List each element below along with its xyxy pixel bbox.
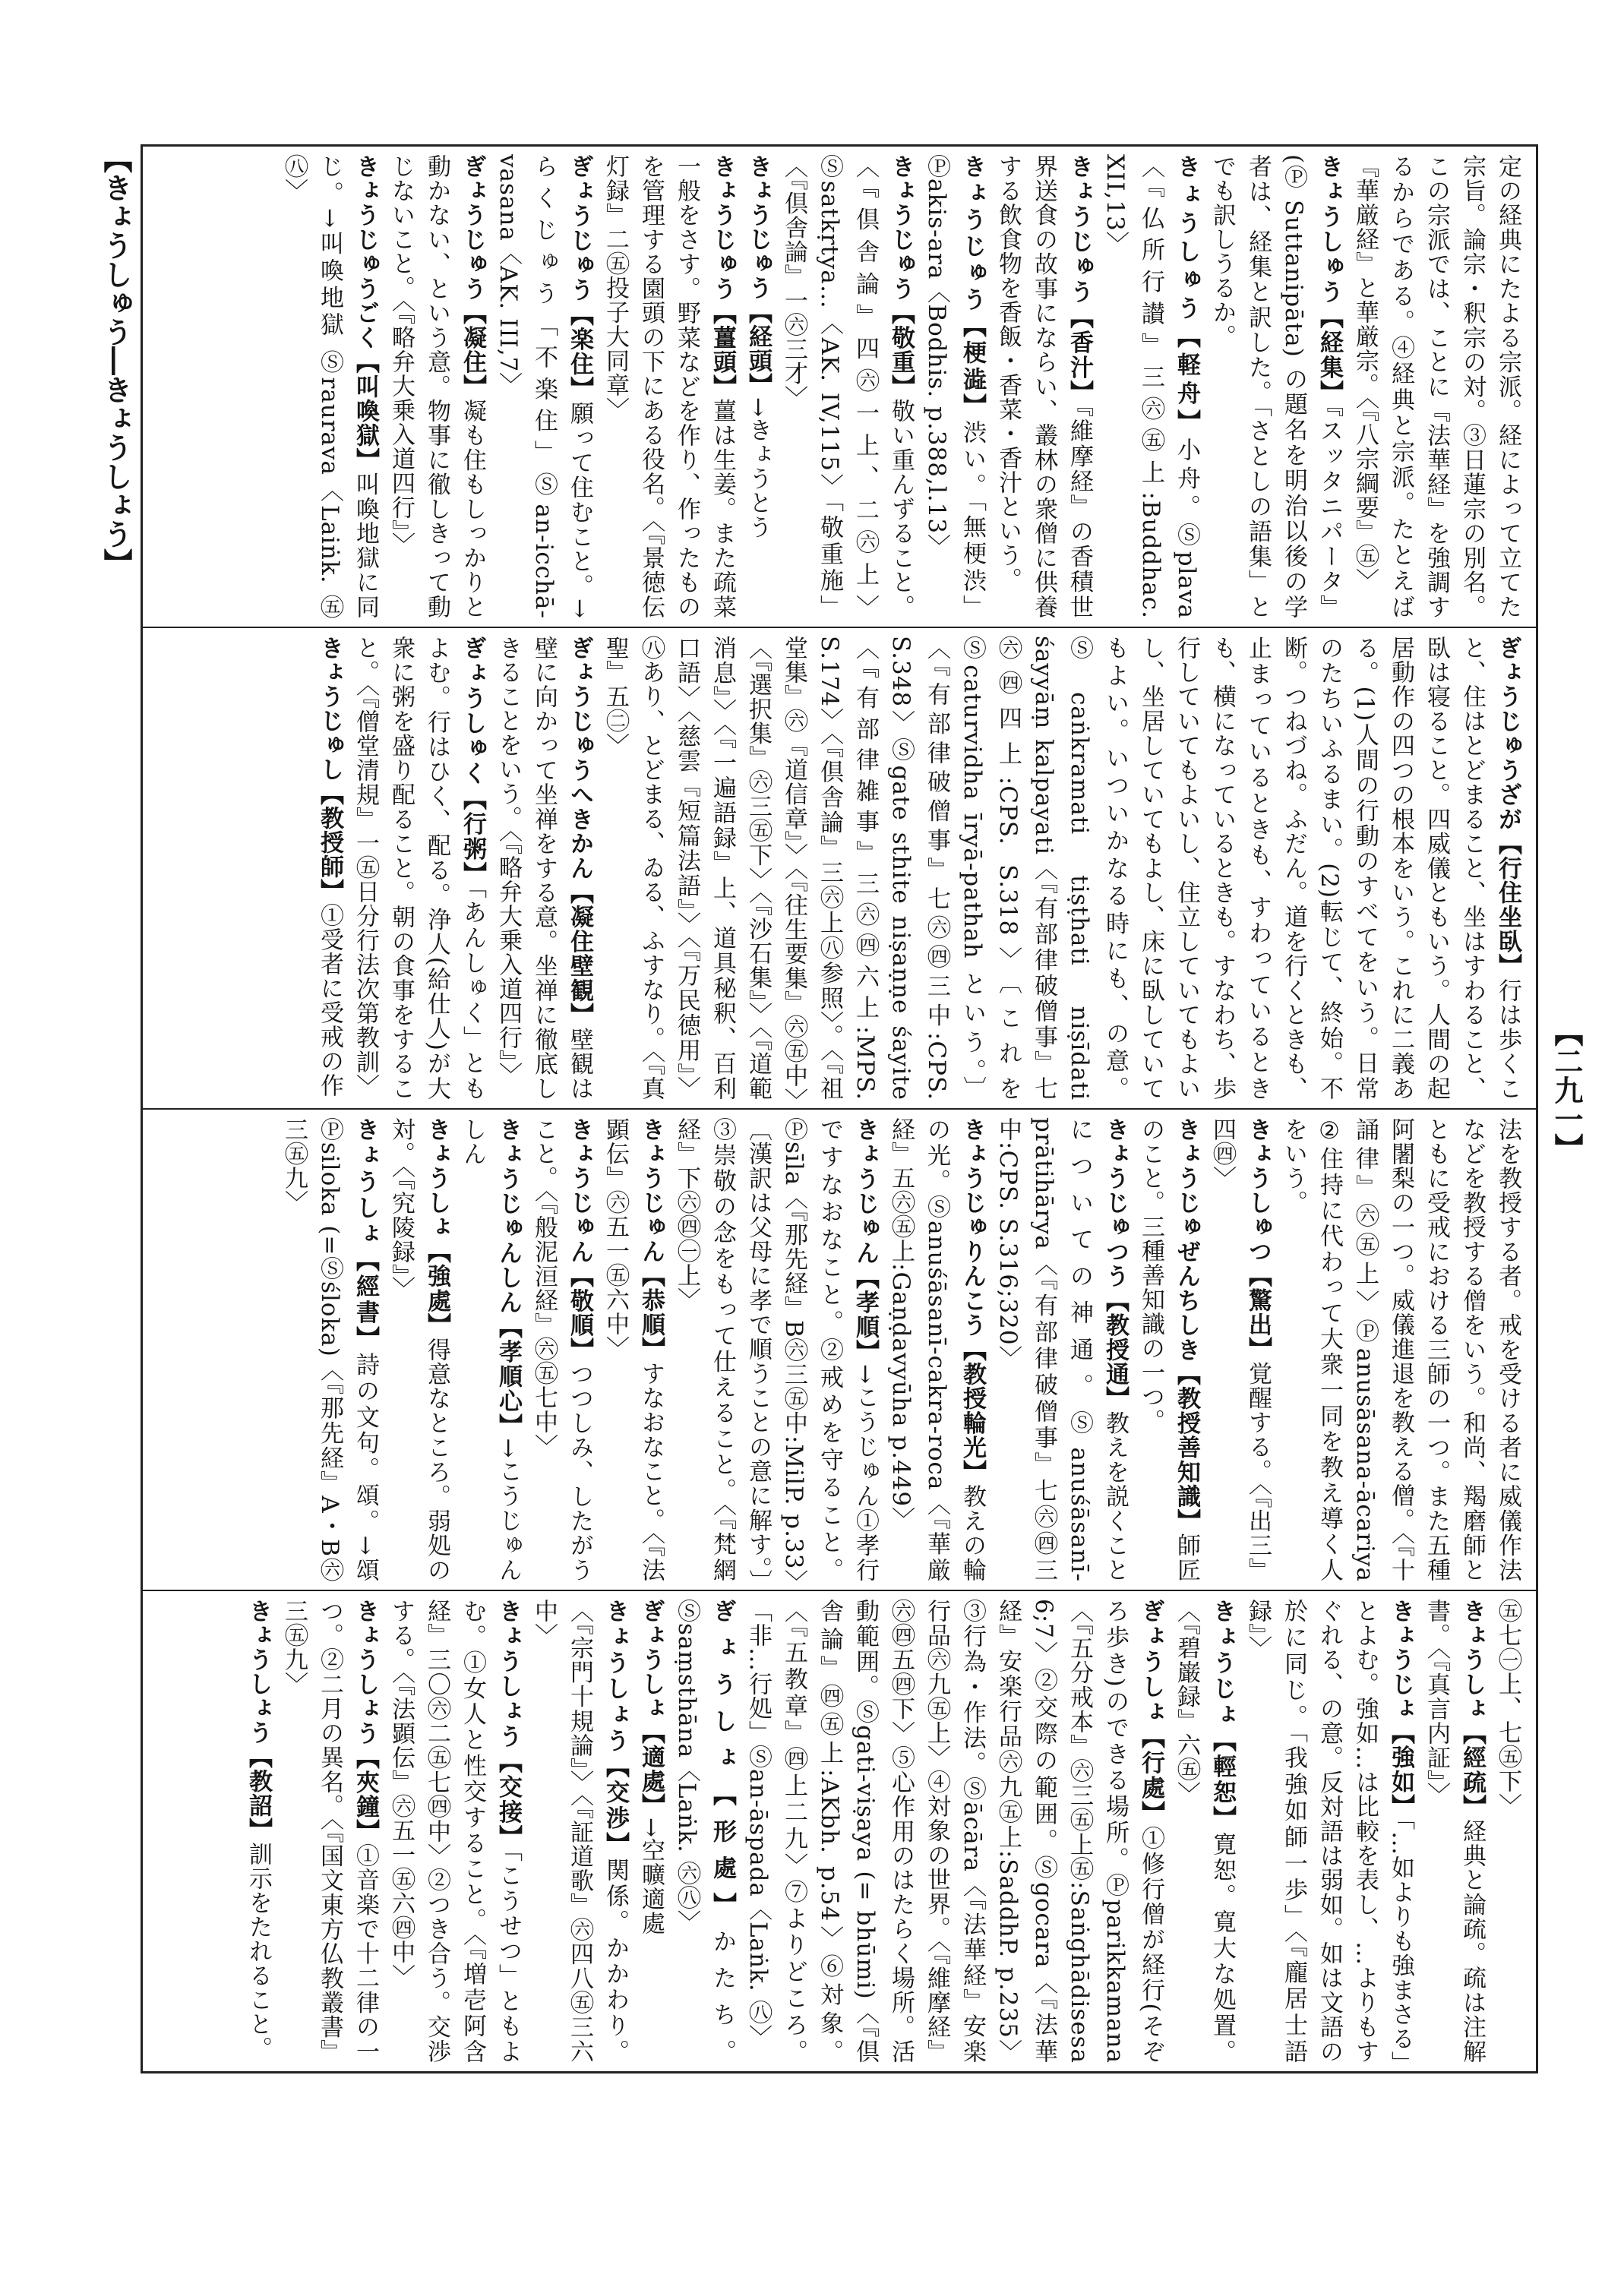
tier-3-text — [153, 1117, 1525, 1582]
dictionary-entry — [240, 1599, 276, 2064]
definition: すなおなこと。〈『法顕伝』㊅五一㊄六中〉 — [602, 1117, 665, 1583]
definition: 得意なところ。弱処の対。〈『究陵録』〉 — [387, 1117, 450, 1583]
definition: ①受者に受戒の作 — [316, 903, 343, 1098]
headword: きょうしょう【教詔】 — [245, 1599, 272, 1842]
headword: きょうじゅう【梗澁】 — [959, 154, 986, 421]
headword: きょうじゅんしん【孝順心】 — [494, 1117, 522, 1439]
dictionary-entry — [597, 154, 740, 619]
dictionary-entry — [1097, 154, 1204, 619]
dictionary-entry — [883, 1117, 990, 1582]
headword: ぎょうしょ【適處】 — [637, 1599, 665, 1818]
definition: 敬い重んずること。〈『倶舎論』四㊅一上、二㊅上〉Ⓢsatkṛtya…〈AK. IV,115〉「敬重施」〈『倶舎論』一㊅三才〉 — [780, 154, 915, 620]
dictionary-entry — [1490, 1599, 1525, 2064]
definition: 凝も住もしっかりと動かない、という意。物事に徹しきって動じないこと。〈『略弁大乗入道四行』〉 — [387, 154, 486, 620]
dictionary-entry — [276, 1117, 383, 1582]
dictionary-entry — [740, 1599, 1168, 2064]
dictionary-entry — [454, 1117, 526, 1582]
definition: 教えの輪の光。Ⓢanuśāsanī-cakra-roca〈『華厳経』五㊅㊄上:Gaṇḍavyūha p.449〉 — [887, 1117, 986, 1583]
definition: 行は歩くこと、住はとどまること、坐はすわること、臥は寝ること。四威儀ともいう。人間の起居動作の四つの根本をいう。これに二義ある。(1)人間の行動のすべてをいう。日常のたちいふるまい。(2)転じて、終始。不断。つねづね。ふだん。道を行くときも、止まっているときも、すわっているときも、横になっているときも。すなわち、歩行していてもよいし、住立していてもよいし、坐居していてもよし、床に臥していてもよい。いついかなる時にも、の意。Ⓢcaṅkramati tiṣṭhati niṣīdati śayyāṃ kalpayati〈『有部律破僧事』七㊅㊃四上:CPS. S.318〉〔これをⓈcaturvidha īryā-pathah という。〕〈『有部律破僧事』七㊅㊃三中:CPS. S.348〉Ⓢgate sthite niṣaṇṇe śayite〈『有部律雑事』三㊅㊃六上:MPS. S.174〉〈『倶舎論』三㊅上㊇参照〉。〈『祖堂集』㊅『道信章』〉〈『往生要集』㊅㊄中〉〈『選択集』㊅三㊄下〉〈『沙石集』〉〈『道範消息』〉〈『一遍語録』上、道具秘釈、百利口語〉〈慈雲『短篇法語』〉〈『万民徳用』〉㊇あり、とどまる、ゐる、ふすなり。〈『真聖』五㊁〉 — [602, 636, 1521, 1101]
definition: 関係。かかわり。〈『宗門十規論』〉〈『証道歌』㊅四八㊄三六中〉 — [530, 1599, 629, 2064]
dictionary-entry — [311, 636, 347, 1101]
tier-2 — [143, 628, 1536, 1108]
dictionary-entry — [1168, 1599, 1240, 2064]
definition: 渋い。「無梗渋」Ⓟakis-ara〈Bodhis. p.388,l.13〉 — [923, 154, 986, 620]
headword: きょうじょ【強如】 — [1387, 1599, 1414, 1819]
dictionary-entry — [1418, 1599, 1490, 2064]
headword: きょうじゅう【薑頭】 — [709, 154, 736, 400]
definition: 寛恕。寛大な処置。〈『碧巌録』六㊄〉 — [1173, 1599, 1236, 2064]
headword: きょうしょう【交接】 — [494, 1599, 522, 1850]
headword: きょうしゅう【軽舟】 — [1173, 154, 1200, 438]
definition: 『維摩経』の香積世界送食の故事にならい、叢林の衆僧に供養する飲食物を香飯・香菜・香汁という。 — [994, 154, 1093, 620]
dictionary-entry — [918, 154, 990, 619]
headword: きょうしゅつ【驚出】 — [1244, 1117, 1272, 1362]
headword: きょうじゅうごく【叫喚獄】 — [352, 154, 379, 472]
headword: きょうじゅう【香汁】 — [1066, 154, 1093, 406]
headword: きょうじゅつう【教授通】 — [1101, 1117, 1129, 1411]
tier-2-text — [153, 636, 1525, 1101]
definition: 覚醒する。〈『出三』四㊃〉 — [1209, 1117, 1272, 1583]
definition: 訓示をたれること。 — [245, 1842, 272, 2061]
headword: ぎょうしゅく【行粥】 — [459, 636, 486, 887]
definition: 叫喚地獄に同じ。→叫喚地獄 Ⓢraurava〈Laiṅk. ㊄㊇〉 — [280, 154, 379, 620]
definition: 『スッタニパータ』(Ⓟ Suttanipāta) の題名を明治以後の学者は、経集と訳した。「さとしの語集」とでも訳しうるか。 — [1209, 154, 1343, 620]
headword: きょうしょ【強處】 — [423, 1117, 450, 1338]
definition: 薑は生姜。また疏菜一般をさす。野菜などを作り、作ったものを管理する園頭の下にある役名。〈『景徳伝灯録』二㊄投子大同章〉 — [602, 154, 736, 620]
definition: ㊄七㊀上、七㊄下〉 — [1494, 1599, 1521, 1818]
headword: きょうじゅう【敬重】 — [887, 154, 915, 400]
dictionary-entry — [1204, 154, 1347, 619]
definition: →こうじゅんしん — [459, 1117, 522, 1582]
definition: 経典と論疏。疏は注解書。〈『真言内証』〉 — [1423, 1599, 1486, 2064]
definition: 壁観は壁に向かって坐禅をする意。坐禅に徹底しきることをいう。〈『略弁大乗入道四行』〉 — [494, 636, 593, 1101]
dictionary-entry — [526, 1599, 633, 2064]
headword: きょうじゅん【孝順】 — [851, 1117, 879, 1365]
tier-1 — [143, 147, 1536, 627]
headword: きょうしょ【經書】 — [352, 1117, 379, 1353]
headword: きょうじゅし【教授師】 — [316, 636, 343, 903]
dictionary-entry — [347, 636, 490, 1101]
dictionary-entry — [740, 154, 776, 619]
definition: 定の経典にたよる宗派。経によって立てた宗旨。論宗・釈宗の対。③日蓮宗の別名。この宗派では、ことに『法華経』を強調するからである。④経典と宗派。たとえば『華厳経』と華厳宗。〈『八宗綱要』㊄〉 — [1351, 154, 1521, 619]
dictionary-entry — [597, 636, 1525, 1101]
definition: 法を教授する者。戒を受ける者に威儀作法などを教授する僧をいう。和尚、羯磨師とともに受戒における三師の一つ。また五種阿闍梨の一つ。威儀進退を教える僧。〈『十誦律』㊅㊄上〉Ⓟanusāsana-ācariya ②住持に代わって大衆一同を教え導く人をいう。 — [1280, 1117, 1521, 1583]
definition: 師匠のこと。三種善知識の一つ。 — [1137, 1117, 1200, 1583]
dictionary-entry — [383, 1117, 454, 1582]
dictionary-entry — [1204, 1117, 1275, 1582]
dictionary-entry — [1347, 154, 1525, 619]
headword: きょうしょ【經疏】 — [1458, 1599, 1486, 1819]
definition: 教えを説くことについての神通。Ⓢanuśāsanī-prātihārya〈『有部律破僧事』七㊅㊃三中:CPS. S.316;320〉 — [994, 1117, 1129, 1583]
headword: きょうじょ【輕恕】 — [1209, 1599, 1236, 1833]
page-number: 【二九一】 — [1550, 1018, 1584, 1162]
dictionary-entry — [490, 154, 597, 619]
dictionary-entry — [597, 1117, 668, 1582]
dictionary-entry — [490, 636, 597, 1101]
running-head: 【きょうしゅう―きょうしょう】 — [99, 144, 133, 577]
tier-4 — [143, 1591, 1536, 2071]
dictionary-entry — [668, 1599, 740, 2064]
dictionary-entry — [990, 1117, 1133, 1582]
definition: ①音楽で十二律の一つ。②二月の異名。〈『国文東方仏教叢書』三㊄九〉 — [280, 1599, 379, 2064]
headword: きょうじゅりんこう【教授輪光】 — [959, 1117, 986, 1485]
headword: ぎょうじゅうざが【行住坐臥】 — [1494, 636, 1521, 979]
tier-3 — [143, 1110, 1536, 1590]
definition: 「あんしゅく」ともよむ。行はひく、配る。浄人(給仕人)が大衆に粥を盛り配ること。朝の食事をすること。〈『僧堂清規』一㊄日分行法次第教訓〉 — [352, 636, 486, 1101]
headword: ぎょうじゅう【凝住】 — [459, 154, 486, 400]
tier-1-text — [153, 154, 1525, 619]
headword: ぎょうしょ【形處】 — [709, 1599, 736, 1929]
dictionary-entry — [668, 1117, 883, 1582]
dictionary-entry — [276, 154, 383, 619]
definition: 「…如よりも強まさる」とよむ。強如…は比較を表し、…よりもすぐれる、の意。反対語は弱如。如は文語の於に同じ。「我強如師一歩」〈『龐居士語録』〉 — [1244, 1599, 1414, 2064]
definition: つつしみ、したがうこと。〈『般泥洹経』㊅㊄七中〉 — [530, 1117, 593, 1583]
headword: ぎょうじゅうへきかん【凝住壁観】 — [566, 636, 593, 1028]
dictionary-frame — [141, 144, 1538, 2073]
dictionary-entry — [1240, 1599, 1418, 2064]
definition: →きょうとう — [744, 397, 772, 539]
definition: 詩の文句。頌。→頌 Ⓟsiloka (=Ⓢśloka)〈『那先経』A・B㊅三㊄九〉 — [280, 1117, 379, 1582]
dictionary-entry — [1133, 1117, 1204, 1582]
tier-4-text — [153, 1599, 1525, 2064]
headword: きょうしょう【夾鐘】 — [352, 1599, 379, 1844]
dictionary-entry — [633, 1599, 668, 2064]
dictionary-entry — [1275, 1117, 1525, 1582]
definition: 「こうせつ」ともよむ。①女人と性交すること。〈『増壱阿含経』三〇㊅二㊄七㊃中〉②つき合う。交渉する。〈『法顕伝』㊅五一㊄六㊃中〉 — [387, 1599, 522, 2064]
definition: 願って住むこと。→らくじゅう「不楽住」Ⓢan-icchā-vasana〈AK. III,7〉 — [494, 154, 593, 619]
definition: →空曠適處 — [637, 1818, 665, 1935]
definition: →こうじゅん①孝行ですなおなこと。②戒めを守ること。Ⓟsīla〈『那先経』B㊅三㊄中:MilP. p.33〉〔漢訳は父母に孝で順うことの意に解す。〕③崇敬の念をもって仕えること。〈『梵網経』下㊅㊃㊀上〉 — [673, 1117, 879, 1583]
definition: 小舟。Ⓢplava〈『仏所行讃』三㊅㊄上:Buddhac. XII,13〉 — [1101, 154, 1200, 619]
dictionary-entry — [383, 1599, 526, 2064]
dictionary-entry — [276, 1599, 383, 2064]
dictionary-entry — [526, 1117, 597, 1582]
definition: ①修行僧が経行(そぞろ歩き)のできる場所。Ⓟparikkamana〈『五分戒本』㊅三㊄上㊄:Saṅghādisesa 6;7〉②交際の範囲。Ⓢgocara〈『法華経』安楽行品㊅九㊄上:SaddhP. p.235〉③行為・作法。Ⓢācāra〈『法華経』安楽行品㊅九㊄上〉④対象の世界。〈『維摩経』㊅㊃五㊃下〉⑤心作用のはたらく場所。活動範囲。Ⓢgati-viṣaya (= bhūmi)〈『倶舎論』㊃㊄上:AKbh. p.54〉⑥対象。〈『五教章』㊃上二九〉⑦よりどころ。「非…行処」Ⓢan-āspada〈Laṅk. ㊇〉 — [744, 1599, 1164, 2064]
headword: きょうじゅぜんちしき【教授善知識】 — [1173, 1117, 1200, 1533]
headword: きょうじゅん【恭順】 — [637, 1117, 665, 1362]
headword: きょうしゅう【経集】 — [1316, 154, 1343, 406]
definition: かたち。Ⓢsaṃsthāna〈Laṅk. ㊅㊇〉 — [673, 1599, 736, 2064]
dictionary-entry — [776, 154, 918, 619]
headword: きょうじゅん【敬順】 — [566, 1117, 593, 1363]
headword: きょうしょう【交渉】 — [602, 1599, 629, 1859]
dictionary-entry — [990, 154, 1097, 619]
dictionary-entry — [383, 154, 490, 619]
headword: ぎょうしょ【行處】 — [1137, 1599, 1164, 1827]
headword: ぎょうじゅう【楽住】 — [566, 154, 593, 402]
headword: きょうじゅう【経頭】 — [744, 154, 772, 397]
